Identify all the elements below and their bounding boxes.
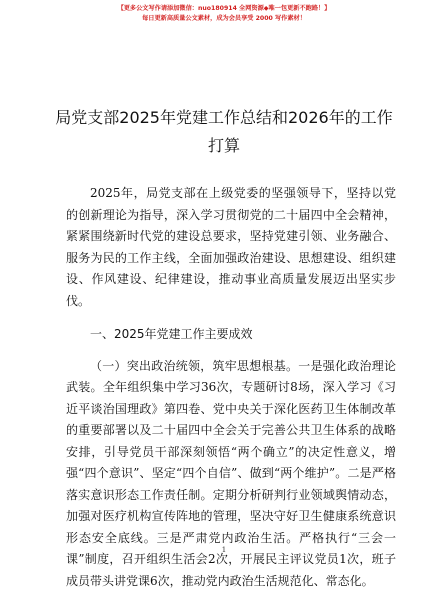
promo-banner: [0, 4, 448, 24]
document-title: 局党支部2025年党建工作总结和2026年的工作打算: [52, 104, 396, 160]
section-heading: 一、2025年党建工作主要成效: [66, 324, 396, 346]
promo-banner-line-1: 【更多公文写作请添加微信：nuo180914 全网资源◆唯一包更新不跑路！】: [0, 4, 448, 14]
intro-paragraph: 2025年，局党支部在上级党委的坚强领导下，坚持以党的创新理论为指导，深入学习贯彻党的二十届四中全会精神，紧紧围绕新时代党的建设总要求，坚持党建引领、业务融合、服务为民的工作主线，全面加强政治建设、思想建设、组织建设、作风建设、纪律建设，推动事业高质量发展迈出坚实步伐。: [66, 183, 396, 312]
paragraph-text: 一是强化政治理论武装。全年组织集中学习36次，专题研讨8场，深入学习《习近平谈治国理政》第四卷、党中央关于深化医药卫生体制改革的重要部署以及二十届四中全会关于完善公共卫生体系的战略安排，引导党员干部深刻领悟“两个确立”的决定性意义，增强“四个意识”、坚定“四个自信”、做到“两个维护”。二是严格落实意识形态工作责任制。定期分析研判行业领域舆情动态，加强对医疗机构宣传阵地的管理，坚决守好卫生健康系统意识形态安全底线。三是严肃党内政治生活。严格执行“三会一课”制度，召开组织生活会2次，开展民主评议党员1次，班子成员带头讲党课6次，推动党内政治生活规范化、常态化。: [66, 359, 396, 588]
paragraph-subheading: （一）突出政治统领，筑牢思想根基。: [90, 359, 298, 373]
document-body: [66, 183, 396, 592]
promo-banner-line-2: 每日更新高质量公文素材，成为会员享受 2000 写作素材！: [0, 14, 448, 24]
page-number: 1: [0, 546, 448, 554]
section-paragraph: [66, 356, 396, 592]
